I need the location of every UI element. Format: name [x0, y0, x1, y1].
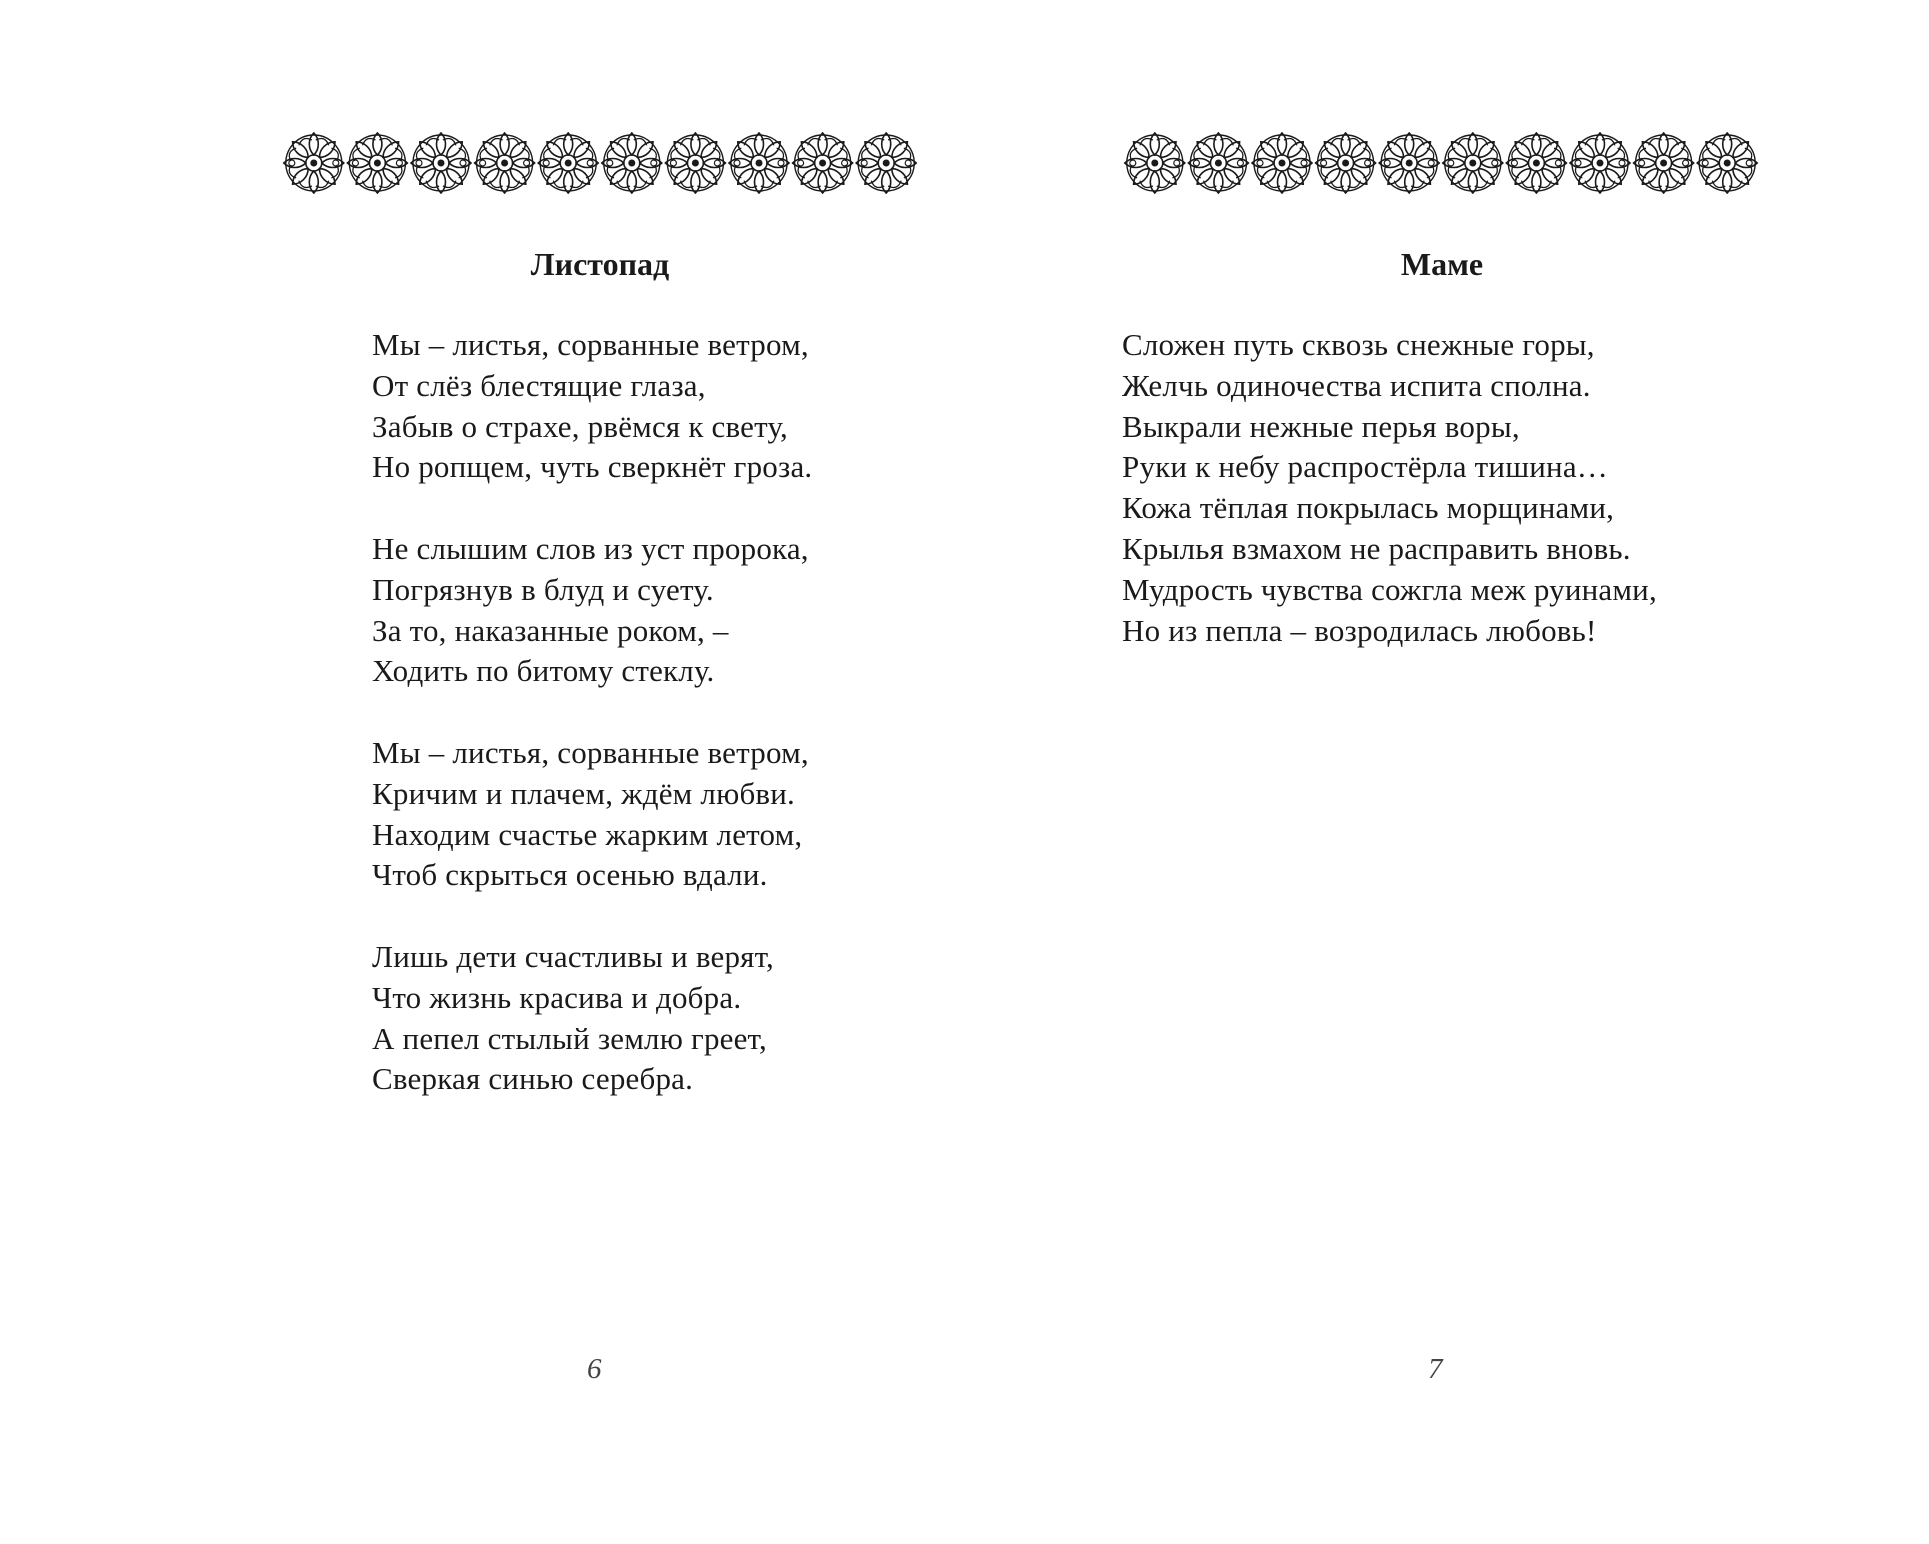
verse-line: Кожа тёплая покрылась морщинами,: [1122, 490, 1615, 526]
verse-line: Мы – листья, сорванные ветром,: [372, 327, 809, 362]
stanza: [1122, 325, 1657, 651]
verse-line: А пепел стылый землю греет,: [372, 1020, 767, 1056]
poem-body: [1122, 325, 1657, 651]
verse-line: Мы – листья, сорванные ветром,: [372, 734, 809, 770]
verse-line: Руки к небу распростёрла тишина…: [1122, 449, 1609, 485]
stanza: [372, 325, 812, 488]
verse-line: Лишь дети счастливы и верят,: [372, 938, 774, 974]
verse-line: Находим счастье жарким летом,: [372, 816, 803, 852]
stanza: [372, 733, 812, 896]
verse-line: За то, наказанные роком, –: [372, 612, 729, 648]
page-number: 6: [587, 1353, 602, 1385]
verse-line: Но из пепла – возродилась любовь!: [1122, 612, 1597, 648]
verse-line: От слёз блестящие глаза,: [372, 367, 706, 403]
verse-line: Забыв о страхе, рвёмся к свету,: [372, 408, 789, 444]
verse-line: Сверкая синью серебра.: [372, 1061, 694, 1097]
stanza: [372, 529, 812, 692]
verse-line: Кричим и плачем, ждём любви.: [372, 775, 795, 811]
ornament-border-icon: [282, 128, 918, 198]
verse-line: Не слышим слов из уст пророка,: [372, 530, 809, 566]
verse-line: Выкрали нежные перья воры,: [1122, 408, 1520, 444]
right-page: [960, 0, 1929, 1544]
verse-line: Но ропщем, чуть сверкнёт гроза.: [372, 449, 813, 485]
verse-line: Мудрость чувства сожгла меж руинами,: [1122, 571, 1657, 607]
page-number: 7: [1428, 1353, 1443, 1385]
verse-line: Сложен путь сквозь снежные горы,: [1122, 327, 1595, 362]
flower-rosette-border-icon: [1123, 128, 1759, 198]
verse-line: Желчь одиночества испита сполна.: [1122, 367, 1591, 403]
poem-body: [372, 325, 812, 1100]
poem-title: Листопад: [530, 246, 670, 282]
verse-line: Крылья взмахом не расправить вновь.: [1122, 530, 1631, 566]
verse-line: Ходить по битому стеклу.: [372, 653, 715, 689]
verse-line: Что жизнь красива и добра.: [372, 979, 742, 1015]
stanza: [372, 937, 812, 1100]
poem-title: Маме: [1400, 246, 1484, 282]
flower-rosette-border-icon: [282, 128, 918, 198]
left-page: [0, 0, 960, 1544]
verse-line: Погрязнув в блуд и суету.: [372, 571, 714, 607]
ornament-border-icon: [1123, 128, 1759, 198]
verse-line: Чтоб скрыться осенью вдали.: [372, 857, 768, 893]
